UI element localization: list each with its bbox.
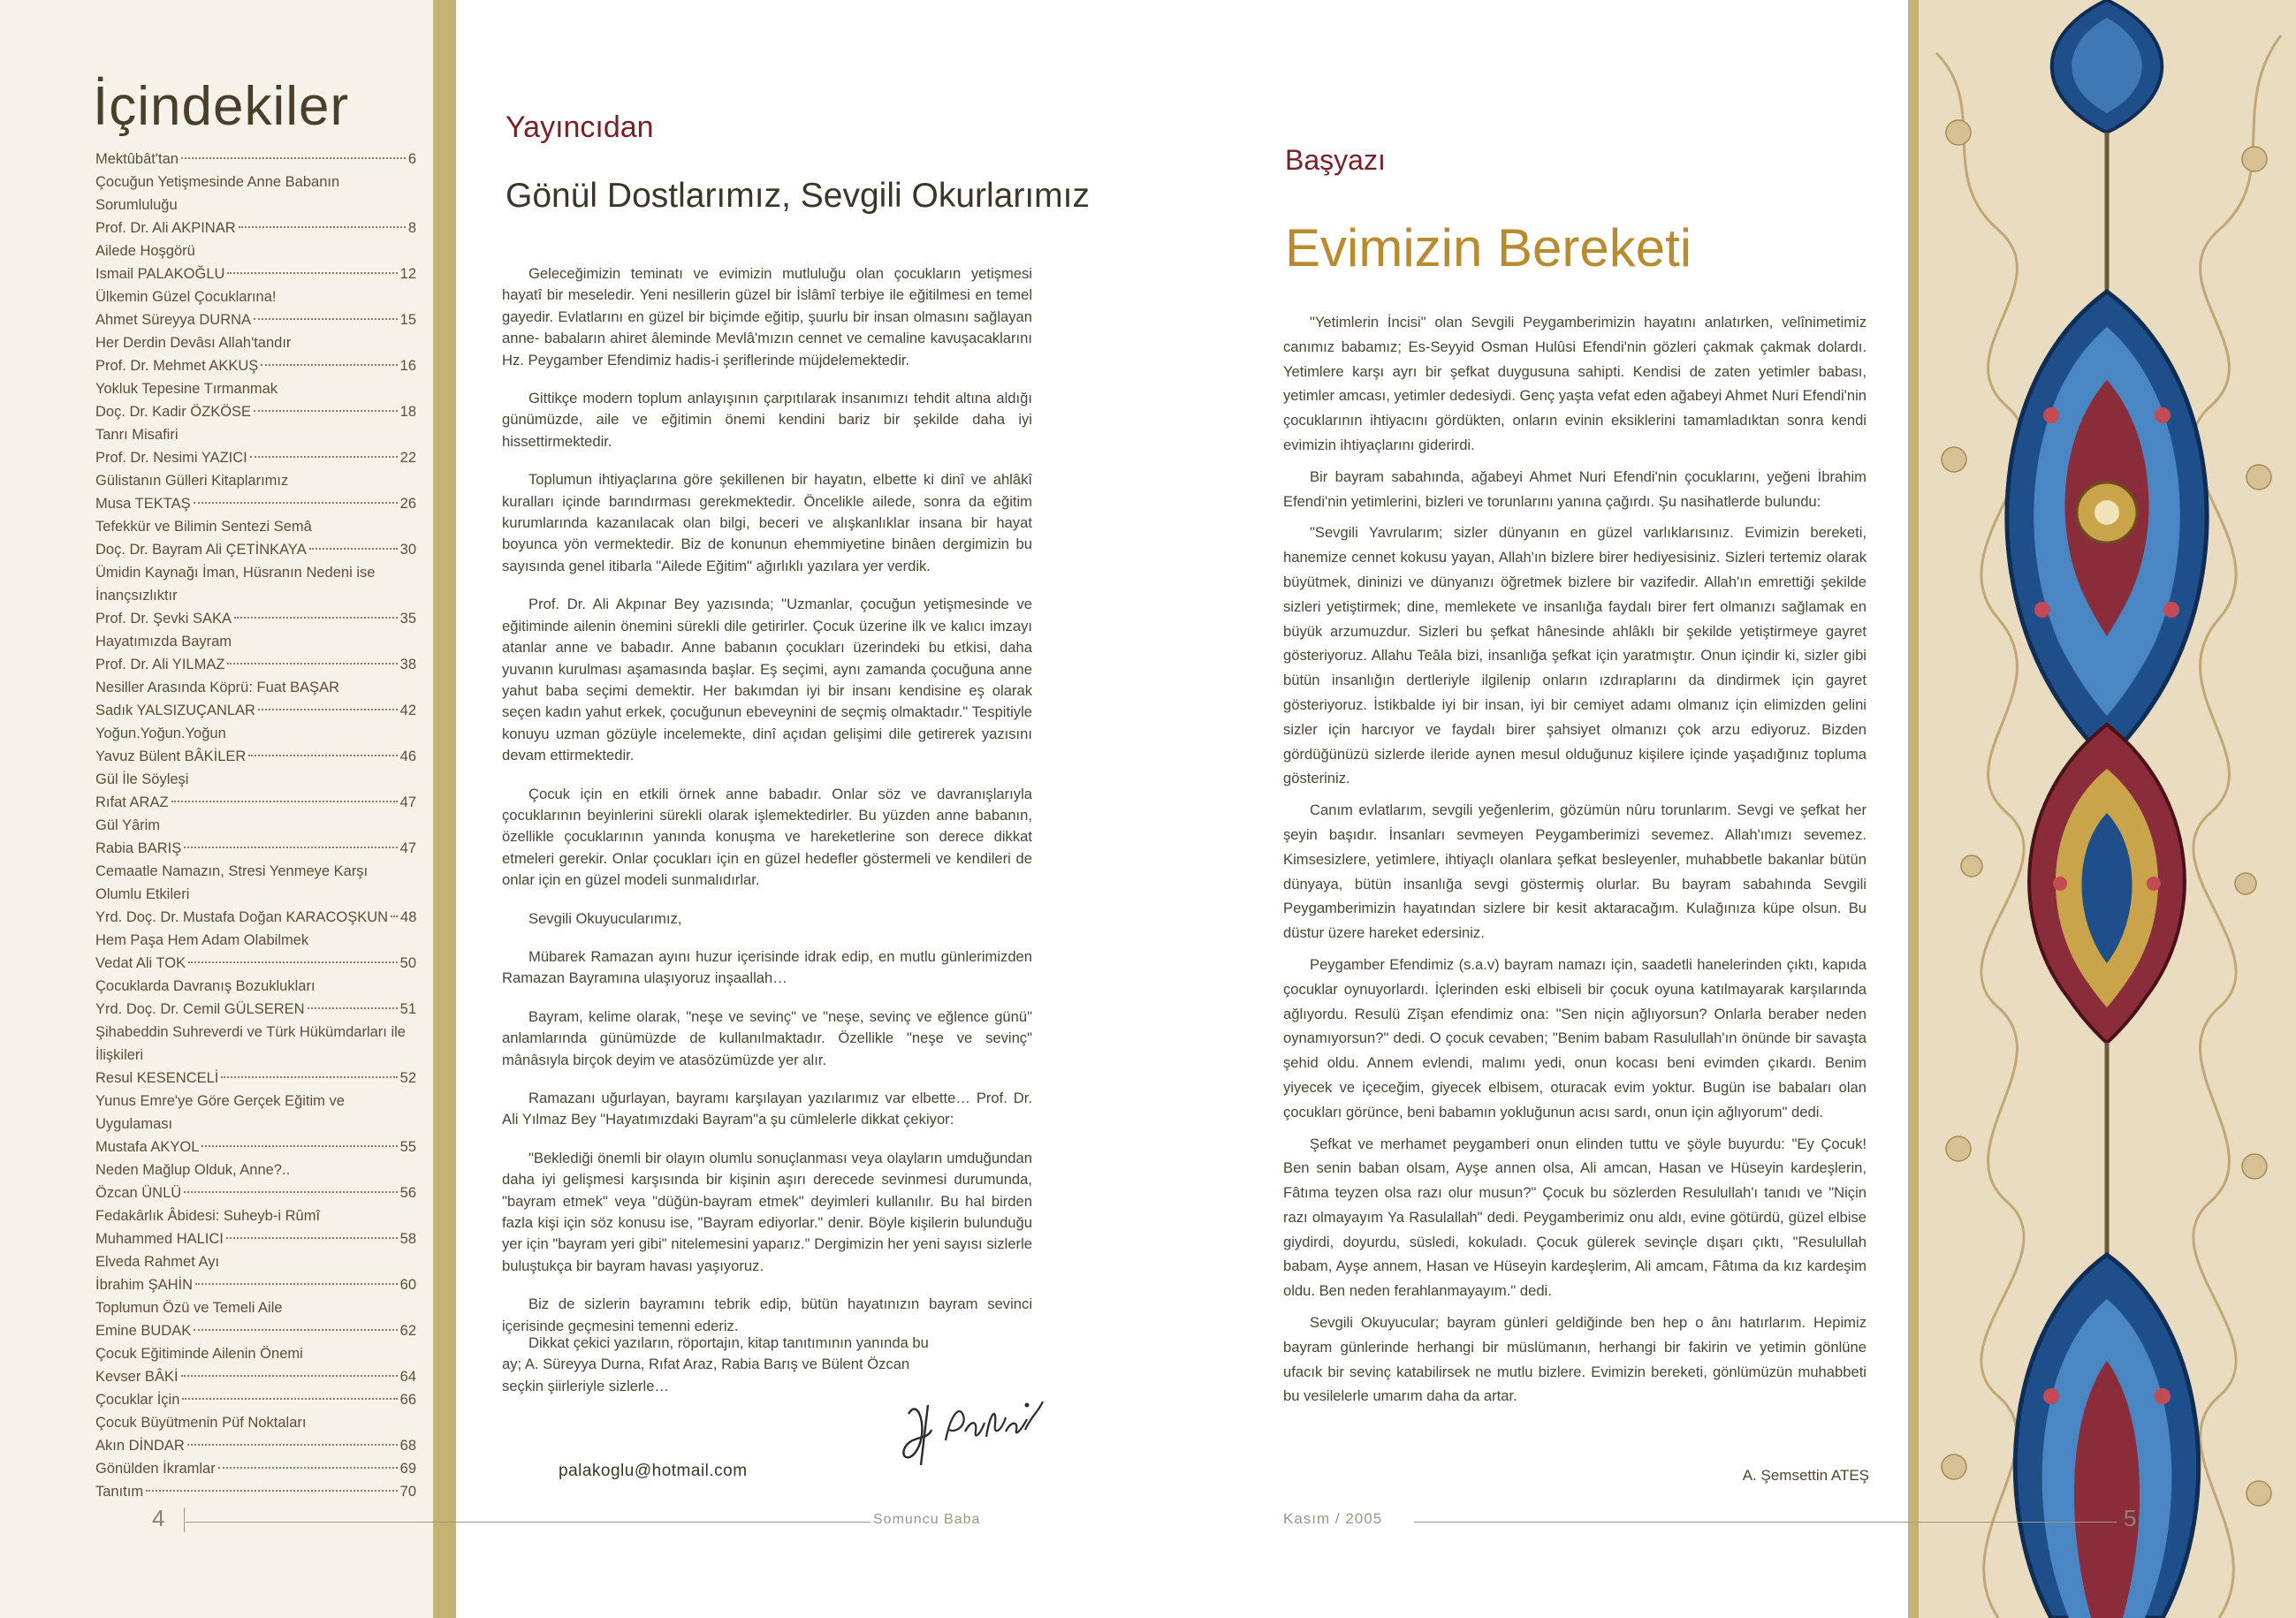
- toc-entry[interactable]: [95, 1021, 416, 1090]
- toc-entry-page: 64: [399, 1369, 416, 1385]
- gold-divider-left: [433, 0, 456, 1618]
- toc-entry-page: 51: [399, 1001, 416, 1017]
- toc-entry-author-line: [95, 148, 416, 171]
- toc-entry-author: Ahmet Süreyya DURNA: [95, 312, 252, 328]
- toc-entry-title: Toplumun Özü ve Temeli Aile: [95, 1300, 283, 1316]
- toc-entry-page: 58: [399, 1231, 416, 1247]
- toc-leader-dots: [309, 548, 398, 550]
- body-paragraph: Sevgili Okuyucularımız,: [528, 909, 682, 927]
- toc-entry-author-line: [95, 607, 416, 630]
- toc-entry[interactable]: [95, 1204, 416, 1250]
- gold-divider-right: [1908, 0, 1919, 1618]
- toc-leader-dots: [184, 847, 397, 848]
- toc-entry[interactable]: [95, 722, 416, 768]
- toc-entry-author: Yrd. Doç. Dr. Cemil GÜLSEREN: [95, 1001, 305, 1017]
- toc-leader-dots: [201, 1145, 397, 1147]
- toc-entry-page: 6: [407, 151, 416, 167]
- toc-entry-page: 38: [399, 657, 416, 672]
- toc-entry-title: Nesiller Arasında Köprü: Fuat BAŞAR: [95, 680, 340, 695]
- toc-entry-author-line: [95, 1227, 416, 1250]
- toc-leader-dots: [248, 755, 397, 756]
- body-paragraph: "Yetimlerin İncisi" olan Sevgili Peygamberimizin hayatını anlatırken, velînimetimiz canımız babamız; Es-Seyyid Osman Hulûsi Efendi'nin gözleri çakmak çakmak dolardı. Yetimlere karşı ayrı bir şefkat duygusuna sahipti. Kendisi de zaten yetimler babası, yetimler amcası, yetimler dedesiydi. Genç yaşta vefat eden ağabeyi Ahmet Nuri Efendi'nin çocuklarının ihtiyacını gördükten, onların evinin eksiklerini tamamladıktan sonra kendi evimizin ihtiyaçlarını giderirdi.: [1283, 314, 1866, 453]
- body-paragraph: Peygamber Efendimiz (s.a.v) bayram namazı için, saadetli hanelerinden çıktı, kapıda çocuklar oynuyorlardı. İçlerinden eski elbiseli bir çocuk oyuna katılmayarak karşılarında ağlıyordu. Resulü Zîşan efendimiz ona: "Sen niçin ağlıyorsun? Onlarla beraber neden oynamıyorsun?" dedi. O çocuk cevaben; "Benim babam Rasulullah'ın önünde bir savaşta şehid oldu. Annem evlendi, malımı yedi, onun kocası beni evimden çıkardı. Benim yiyecek ve içeceğim, giyecek elbisem, oturacak evim yoktur. Bugün ise babaları olan çocukları görünce, beni babamın yokluğunun acısı sardı, onun için ağlıyorum" dedi.: [1283, 955, 1866, 1120]
- body-paragraph: Çocuk için en etkili örnek anne babadır. Onlar söz ve davranışlarıyla çocuklarının beyinlerini sürekli olarak işlemektedirler. Bu yüzden anne babanın, özellikle çocuklarının yanında konuşma ve hareketlerine son derece dikkat etmeleri gerekir. Onlar çocukları için en güzel hedefler göstermeli ve kendileri de onlar için en güzel modeli sunmalıdırlar.: [502, 785, 1032, 889]
- toc-entry[interactable]: [95, 331, 416, 377]
- body-paragraph: Gittikçe modern toplum anlayışının çarpıtılarak insanımızı tehdit altına aldığı günümüzde, aile ve eğitimin önemi kendini bariz bir şekilde daha iyi hissettirmektedir.: [502, 390, 1032, 450]
- toc-entry-title: Ülkemin Güzel Çocuklarına!: [95, 289, 277, 305]
- toc-entry-author-line: [95, 1457, 416, 1480]
- toc-entry-author-line: [95, 216, 416, 239]
- toc-entry[interactable]: [95, 239, 416, 285]
- publisher-section-label: Yayıncıdan: [506, 110, 654, 144]
- toc-entry-author-line: [95, 308, 416, 331]
- toc-entry-author: Kevser BÂKİ: [95, 1369, 179, 1385]
- editorial-section-label: Başyazı: [1285, 144, 1386, 176]
- toc-entry-title: Çocuğun Yetişmesinde Anne Babanın Sorumluluğu: [95, 174, 340, 213]
- toc-leader-dots: [188, 961, 398, 963]
- toc-entry-author: Doç. Dr. Kadir ÖZKÖSE: [95, 404, 252, 420]
- toc-entry[interactable]: [95, 1457, 416, 1480]
- toc-entry[interactable]: [95, 1158, 416, 1204]
- toc-leader-dots: [184, 1191, 397, 1193]
- toc-entry[interactable]: [95, 676, 416, 722]
- toc-entry[interactable]: [95, 860, 416, 929]
- toc-entry-author-line: [95, 1181, 416, 1204]
- toc-entry-page: 16: [399, 358, 416, 374]
- footer-rule-left: [186, 1522, 871, 1523]
- toc-entry-author-line: [95, 1365, 416, 1388]
- body-paragraph: Biz de sizlerin bayramını tebrik edip, bütün hayatınızın bayram sevinci içerisinde geçmesini temenni ederiz.: [502, 1295, 1032, 1334]
- toc-entry-title: Elveda Rahmet Ayı: [95, 1254, 220, 1270]
- body-paragraph: Bayram, kelime olarak, "neşe ve sevinç" ve "neşe, sevinç ve eğlence günü" anlamlarında günümüzde de kullanılmaktadır. Özellikle "neşe ve sevinç" mânâsıyla birçok deyim ve atasözümüzde yer alır.: [502, 1007, 1032, 1068]
- footer-tick: [184, 1508, 185, 1532]
- body-paragraph: Prof. Dr. Ali Akpınar Bey yazısında; "Uzmanlar, çocuğun yetişmesinde ve eğitiminde ailenin önemini sürekli dile getirirler. Çocuk üzerine ilk ve kalıcı imzayı atanlar anne ve babadır. Anne babanın çocukları üzerindeki bu etkisi, daha yuvanın kurulması aşamasında başlar. Eş seçimi, aynı zamanda çocuğuna anne yahut baba seçimi demektir. Her bakımdan iyi bir insanı kendisine eş olarak seçen kadın yahut erkek, çocuğunun ebeveynini de seçmiş olmaktadır." Tespitiyle konuyu uzman gözüyle incelemekte, dinî açıdan gelişimi dile getirerek yazısını devam ettirmektedir.: [502, 596, 1032, 764]
- toc-entry-author: Sadık YALSIZUÇANLAR: [95, 703, 255, 718]
- toc-entry-author: Prof. Dr. Ali AKPINAR: [95, 220, 236, 236]
- toc-entry[interactable]: [95, 1090, 416, 1158]
- toc-entry-author: Prof. Dr. Nesimi YAZICI: [95, 450, 247, 466]
- toc-entry-title: Çocuk Büyütmenin Püf Noktaları: [95, 1415, 307, 1431]
- body-paragraph: "Beklediği önemli bir olayın olumlu sonuçlanması veya olayların umduğundan daha iyi gelişmesi karşısında bir kişinin aşırı derecede sevinmesi durumunda, "bayram etmek" veya "düğün-bayram etmek" deyimleri kullanılır. Bu hal birden fazla kişi için söz konusu ise, "Bayram ediyorlar." denir. Böyle kişilerin bulunduğu yer için "bayram yeri gibi" nitelemesini yaparız." Dergimizin her yeni sayısı sizlerle buluştukça bir bayram havası yaşıyoruz.: [502, 1149, 1032, 1274]
- toc-leader-dots: [250, 456, 398, 458]
- toc-leader-dots: [194, 1329, 397, 1331]
- toc-entry-author: Rabia BARIŞ: [95, 840, 182, 856]
- toc-list: [95, 148, 416, 1503]
- toc-entry-author-line: [95, 952, 416, 975]
- toc-entry[interactable]: [95, 768, 416, 814]
- toc-entry-author-line: [95, 1388, 416, 1411]
- toc-entry-author: Musa TEKTAŞ: [95, 496, 191, 512]
- toc-leader-dots: [194, 502, 398, 504]
- ottoman-ornament-illustration: [1919, 0, 2296, 1618]
- toc-entry[interactable]: [95, 515, 416, 561]
- toc-entry-author: Rıfat ARAZ: [95, 794, 169, 810]
- toc-entry-author-line: [95, 653, 416, 676]
- toc-leader-dots: [227, 663, 397, 665]
- toc-entry-author-line: [95, 446, 416, 469]
- toc-entry[interactable]: [95, 1342, 416, 1388]
- toc-entry-author-line: [95, 791, 416, 814]
- footer-issue-date: Kasım / 2005: [1283, 1510, 1383, 1527]
- toc-entry-author-line: [95, 262, 416, 285]
- toc-entry-author-line: [95, 400, 416, 423]
- toc-entry-title: Ailede Hoşgörü: [95, 243, 195, 259]
- toc-entry-title: Gül İle Söyleşi: [95, 771, 189, 787]
- toc-entry-title: Yokluk Tepesine Tırmanmak: [95, 381, 278, 397]
- toc-leader-dots: [146, 1490, 398, 1492]
- toc-entry[interactable]: [95, 171, 416, 239]
- toc-entry-author: Çocuklar İçin: [95, 1392, 180, 1408]
- toc-entry-author: Doç. Dr. Bayram Ali ÇETİNKAYA: [95, 542, 307, 558]
- toc-entry-page: 62: [399, 1323, 416, 1339]
- toc-leader-dots: [391, 915, 398, 917]
- editorial-author: A. Şemsettin ATEŞ: [1742, 1467, 1869, 1484]
- toc-entry-page: 47: [399, 794, 416, 810]
- toc-entry-page: 70: [399, 1484, 416, 1500]
- toc-entry-author: Prof. Dr. Ali YILMAZ: [95, 657, 225, 672]
- toc-entry-title: Tanrı Misafiri: [95, 427, 179, 443]
- toc-entry-author: Özcan ÜNLÜ: [95, 1185, 182, 1201]
- toc-leader-dots: [195, 1283, 398, 1285]
- toc-entry[interactable]: [95, 814, 416, 860]
- editorial-body: [1283, 310, 1866, 1416]
- toc-entry-author-line: [95, 1067, 416, 1090]
- toc-entry-title: Çocuk Eğitiminde Ailenin Önemi: [95, 1346, 303, 1362]
- toc-entry-page: 30: [399, 542, 416, 558]
- body-paragraph: Şefkat ve merhamet peygamberi onun elinden tuttu ve şöyle buyurdu: "Ey Çocuk! Ben senin baban olsam, Ayşe annen olsa, Ali amcan, Hasan ve Hüseyin kardeşlerin, Fâtıma teyzen olsa razı olur musun?" Çocuk bu sözlerden Resulullah'ı tanıdı ve "Niçin razı olmayayım Ya Rasulallah" dedi. Peygamberimiz onu aldı, evine götürdü, güzel elbise giydirdi, doyurdu, süsledi, kokuladı. Çocuk gülerek sevinçle dışarı çıktı, "Resulullah babam, Ayşe annem, Hasan ve Hüseyin kardeşlerim, Ali amcam, Fâtıma da kız kardeşim oldu. Ben neden ferahlanmayayım." dedi.: [1283, 1135, 1866, 1300]
- toc-entry-author: Resul KESENCELİ: [95, 1070, 219, 1086]
- toc-leader-dots: [221, 1076, 397, 1078]
- toc-entry-author-line: [95, 837, 416, 860]
- toc-entry-title: Yoğun.Yoğun.Yoğun: [95, 725, 226, 741]
- toc-title: İçindekiler: [93, 76, 350, 137]
- toc-entry-author: Prof. Dr. Şevki SAKA: [95, 611, 232, 627]
- footer-rule-right: [1414, 1522, 2117, 1523]
- toc-entry-page: 47: [399, 840, 416, 856]
- toc-entry-title: Her Derdin Devâsı Allah'tandır: [95, 335, 292, 351]
- toc-entry-page: 8: [407, 220, 416, 236]
- toc-entry[interactable]: [95, 1250, 416, 1296]
- toc-entry-author: Mektûbât'tan: [95, 151, 179, 167]
- toc-leader-dots: [181, 157, 406, 159]
- toc-entry[interactable]: [95, 630, 416, 676]
- toc-entry-title: Gülistanın Gülleri Kitaplarımız: [95, 473, 289, 489]
- toc-entry-page: 18: [399, 404, 416, 420]
- toc-entry-title: Çocuklarda Davranış Bozuklukları: [95, 978, 316, 994]
- toc-entry-author-line: [95, 699, 416, 722]
- toc-entry-page: 35: [399, 611, 416, 627]
- toc-leader-dots: [308, 1007, 398, 1009]
- toc-entry-title: Hem Paşa Hem Adam Olabilmek: [95, 932, 309, 948]
- toc-leader-dots: [254, 410, 398, 412]
- body-paragraph: Geleceğimizin teminatı ve evimizin mutluluğu olan çocukların yetişmesi hayatî bir meseledir. Yeni nesillerin güzel bir İslâmî terbiye ile eğitilmesi en temel gayedir. Evlatlarını en güzel bir biçimde eğitip, şuurlu bir insan olmasını sağlayan anne- babaların ahiret âleminde Mevlâ'mızın cennet ve cemaline kavuşacaklarını Hz. Peygamber Efendimiz hadis-i şeriflerinde müjdelemektedir.: [502, 265, 1032, 368]
- footer-magazine-name: Somuncu Baba: [873, 1512, 981, 1527]
- publisher-email-link[interactable]: palakoglu@hotmail.com: [559, 1462, 748, 1480]
- body-paragraph: "Sevgili Yavrularım; sizler dünyanın en güzel varlıklarısınız. Evimizin bereketi, hanemize cennet kokusu yayan, Allah'ın bizlere birer hediyesisiniz. Sizleri tertemiz olarak büyütmek, dininizi ve dünyanızı öğretmek bizlere bir vazifedir. Allah'ın emrettiği şekilde sizleri yetiştirmek; dine, memlekete ve insanlığa faydalı birer fert olmanızı sağlamak en büyük arzumuzdur. Sizleri bu şefkat hânesinde ahlâklı bir şekilde yetiştirmeye gayret gösteriyoruz. Allahu Teâla bizi, insanlığa şefkat için yaratmıştır. Onun içindir ki, sizler gibi bütün insanlığın dertleriyle ilgilenip onların ızdıraplarını da dindirmek için gayret gösteriyoruz. İstikbalde iyi bir insan, iyi bir cemiyet adamı olmanız için elimizden gelini sizler için harcıyor ve faydalı birer şahsiyet olmanızı çok arzu ediyoruz. Bizden gördüğünüzü sizlerde ileride aynen mesul olduğunuz kişilere içinde yaşadığınız topluma gösteriniz.: [1283, 524, 1866, 787]
- toc-entry-author-line: [95, 1136, 416, 1158]
- body-paragraph: Bir bayram sabahında, ağabeyi Ahmet Nuri Efendi'nin çocuklarını, yeğeni İbrahim Efendi'nin yetimlerini, bizleri ve torunlarını yanına çağırdı. Şu nasihatlerde bulundu:: [1283, 467, 1866, 510]
- toc-leader-dots: [171, 801, 398, 802]
- toc-entry-author-line: [95, 906, 416, 929]
- toc-leader-dots: [239, 226, 406, 228]
- toc-entry-author-line: [95, 492, 416, 515]
- toc-entry[interactable]: [95, 561, 416, 630]
- toc-entry-author: Akın DİNDAR: [95, 1438, 185, 1454]
- toc-entry-page: 56: [399, 1185, 416, 1201]
- page-number-right: 5: [2124, 1505, 2137, 1531]
- toc-entry[interactable]: [95, 148, 416, 171]
- toc-entry-title: Gül Yârim: [95, 817, 161, 833]
- toc-entry-author: İbrahim ŞAHİN: [95, 1277, 194, 1293]
- toc-leader-dots: [258, 709, 398, 710]
- toc-entry-author-line: [95, 354, 416, 377]
- toc-entry-title: Ümidin Kaynağı İman, Hüsranın Nedeni ise İnançsızlıktır: [95, 565, 376, 604]
- toc-entry[interactable]: [95, 975, 416, 1021]
- toc-entry-page: 46: [399, 748, 416, 764]
- toc-entry-author-line: [95, 1480, 416, 1503]
- toc-entry-author: Mustafa AKYOL: [95, 1139, 200, 1155]
- toc-entry-page: 66: [399, 1392, 416, 1408]
- toc-entry-page: 50: [399, 955, 416, 971]
- toc-leader-dots: [226, 1237, 398, 1239]
- toc-entry-page: 60: [399, 1277, 416, 1293]
- toc-entry-page: 55: [399, 1139, 416, 1155]
- toc-entry-author-line: [95, 998, 416, 1021]
- toc-entry-author: Ismail PALAKOĞLU: [95, 266, 225, 282]
- toc-leader-dots: [254, 318, 398, 320]
- toc-entry-title: Yunus Emre'ye Göre Gerçek Eğitim ve Uygulaması: [95, 1093, 345, 1132]
- page-number-left: 4: [152, 1505, 165, 1531]
- editorial-title: Evimizin Bereketi: [1285, 218, 1692, 277]
- toc-entry-author-line: [95, 538, 416, 561]
- toc-entry-page: 15: [399, 312, 416, 328]
- toc-entry-page: 69: [399, 1461, 416, 1477]
- toc-entry-author: Emine BUDAK: [95, 1323, 192, 1339]
- toc-entry-author: Prof. Dr. Mehmet AKKUŞ: [95, 358, 259, 374]
- toc-entry-title: Cemaatle Namazın, Stresi Yenmeye Karşı Olumlu Etkileri: [95, 863, 369, 902]
- body-paragraph: Ramazanı uğurlayan, bayramı karşılayan yazılarımız var elbette… Prof. Dr. Ali Yılmaz Bey "Hayatımızdaki Bayram"a şu cümlelerle dikkat çekiyor:: [502, 1090, 1032, 1128]
- toc-leader-dots: [227, 272, 397, 274]
- toc-entry[interactable]: [95, 285, 416, 331]
- signature-image: [893, 1379, 1052, 1476]
- toc-entry-author: Yrd. Doç. Dr. Mustafa Doğan KARACOŞKUN: [95, 909, 389, 925]
- body-paragraph: Mübarek Ramazan ayını huzur içerisinde idrak edip, en mutlu günlerimizden Ramazan Bayramına ulaşıyoruz inşaallah…: [502, 947, 1032, 987]
- toc-leader-dots: [181, 1375, 398, 1377]
- toc-entry-author-line: [95, 1273, 416, 1296]
- toc-entry[interactable]: [95, 929, 416, 975]
- toc-entry-title: Neden Mağlup Olduk, Anne?..: [95, 1162, 291, 1178]
- toc-entry-title: Tefekkür ve Bilimin Sentezi Semâ: [95, 519, 312, 535]
- body-paragraph: Sevgili Okuyucular; bayram günleri geldiğinde ben hep o ânı hatırlarım. Hepimiz bayram günlerinde herhangi bir müslümanın, herhangi bir fakirin ve yetimin gönlüne ufacık bir sevinç katabilirsek ne mutlu bizlere. Evimizin bereketi, gönlümüzün muhabbeti bu vesilelerle umarım daha da artar.: [1283, 1314, 1866, 1405]
- toc-entry-title: Fedakârlık Âbidesi: Suheyb-i Rûmî: [95, 1208, 321, 1224]
- toc-entry-page: 52: [399, 1070, 416, 1086]
- toc-leader-dots: [261, 364, 397, 366]
- publisher-body: [502, 263, 1032, 1354]
- toc-leader-dots: [187, 1444, 398, 1446]
- toc-entry[interactable]: [95, 1480, 416, 1503]
- toc-entry-author-line: [95, 1319, 416, 1342]
- toc-entry[interactable]: [95, 1296, 416, 1342]
- toc-entry-title: Şihabeddin Suhreverdi ve Türk Hükümdarları ile İlişkileri: [95, 1024, 406, 1063]
- toc-entry-author: Muhammed HALICI: [95, 1231, 224, 1247]
- toc-leader-dots: [234, 617, 398, 619]
- toc-entry-author: Tanıtım: [95, 1484, 144, 1500]
- toc-entry-page: 26: [399, 496, 416, 512]
- toc-entry-title: Hayatımızda Bayram: [95, 634, 232, 649]
- toc-entry[interactable]: [95, 377, 416, 423]
- toc-entry[interactable]: [95, 469, 416, 515]
- toc-entry[interactable]: [95, 423, 416, 469]
- toc-entry-page: 42: [399, 703, 416, 718]
- toc-entry-page: 68: [399, 1438, 416, 1454]
- toc-entry[interactable]: [95, 1388, 416, 1411]
- body-paragraph: Toplumun ihtiyaçlarına göre şekillenen bir hayatın, elbette ki dinî ve ahlâkî kuralları içinde barındırması gerekmektedir. Öncelikle ailede, sonra da eğitim kurumlarında kazanılacak olan bilgi, beceri ve alışkanlıklar insana bir hayat boyunca yön vermektedir. Biz de konunun ehemmiyetine binâen dergimizin bu sayısında genel itibarla "Ailede Eğitim" ağırlıklı yazılara yer verdik.: [502, 471, 1032, 574]
- publisher-closing: Dikkat çekici yazıların, röportajın, kitap tanıtımının yanında bu ay; A. Süreyya Durna, Rıfat Araz, Rabia Barış ve Bülent Özcan seçkin şiirleriyle sizlerle…: [502, 1334, 929, 1394]
- toc-entry-author: Vedat Ali TOK: [95, 955, 186, 971]
- toc-entry-author-line: [95, 745, 416, 768]
- toc-entry-author-line: [95, 1434, 416, 1457]
- toc-entry-author: Yavuz Bülent BÂKİLER: [95, 748, 247, 764]
- publisher-title: Gönül Dostlarımız, Sevgili Okurlarımız: [506, 177, 1091, 215]
- toc-entry-page: 48: [400, 909, 417, 925]
- toc-leader-dots: [218, 1467, 398, 1469]
- table-of-contents: [0, 0, 433, 1618]
- toc-leader-dots: [182, 1398, 397, 1400]
- toc-entry[interactable]: [95, 1411, 416, 1457]
- toc-entry-page: 12: [399, 266, 416, 282]
- body-paragraph: Canım evlatlarım, sevgili yeğenlerim, gözümün nûru torunlarım. Sevgi ve şefkat her şeyin başıdır. İnsanları sevmeyen Peygamberimizi sevemez. Allah'ımızı sevemez. Kimsesizlere, yetimlere, ihtiyaçlı olanlara şefkat besleyenler, muhabbetle bakanlar bütün dünyaya, bütün insanlığa sevgi göstermiş olurlar. Bu bayram sabahında Sevgili Peygamberimizin hayatından sizlere bir kesit aktaracağım. Kulağınıza küpe olsun. Bu düstur üzere hareket edersiniz.: [1283, 801, 1866, 942]
- toc-entry-page: 22: [399, 450, 416, 466]
- toc-entry-author: Gönülden İkramlar: [95, 1461, 216, 1477]
